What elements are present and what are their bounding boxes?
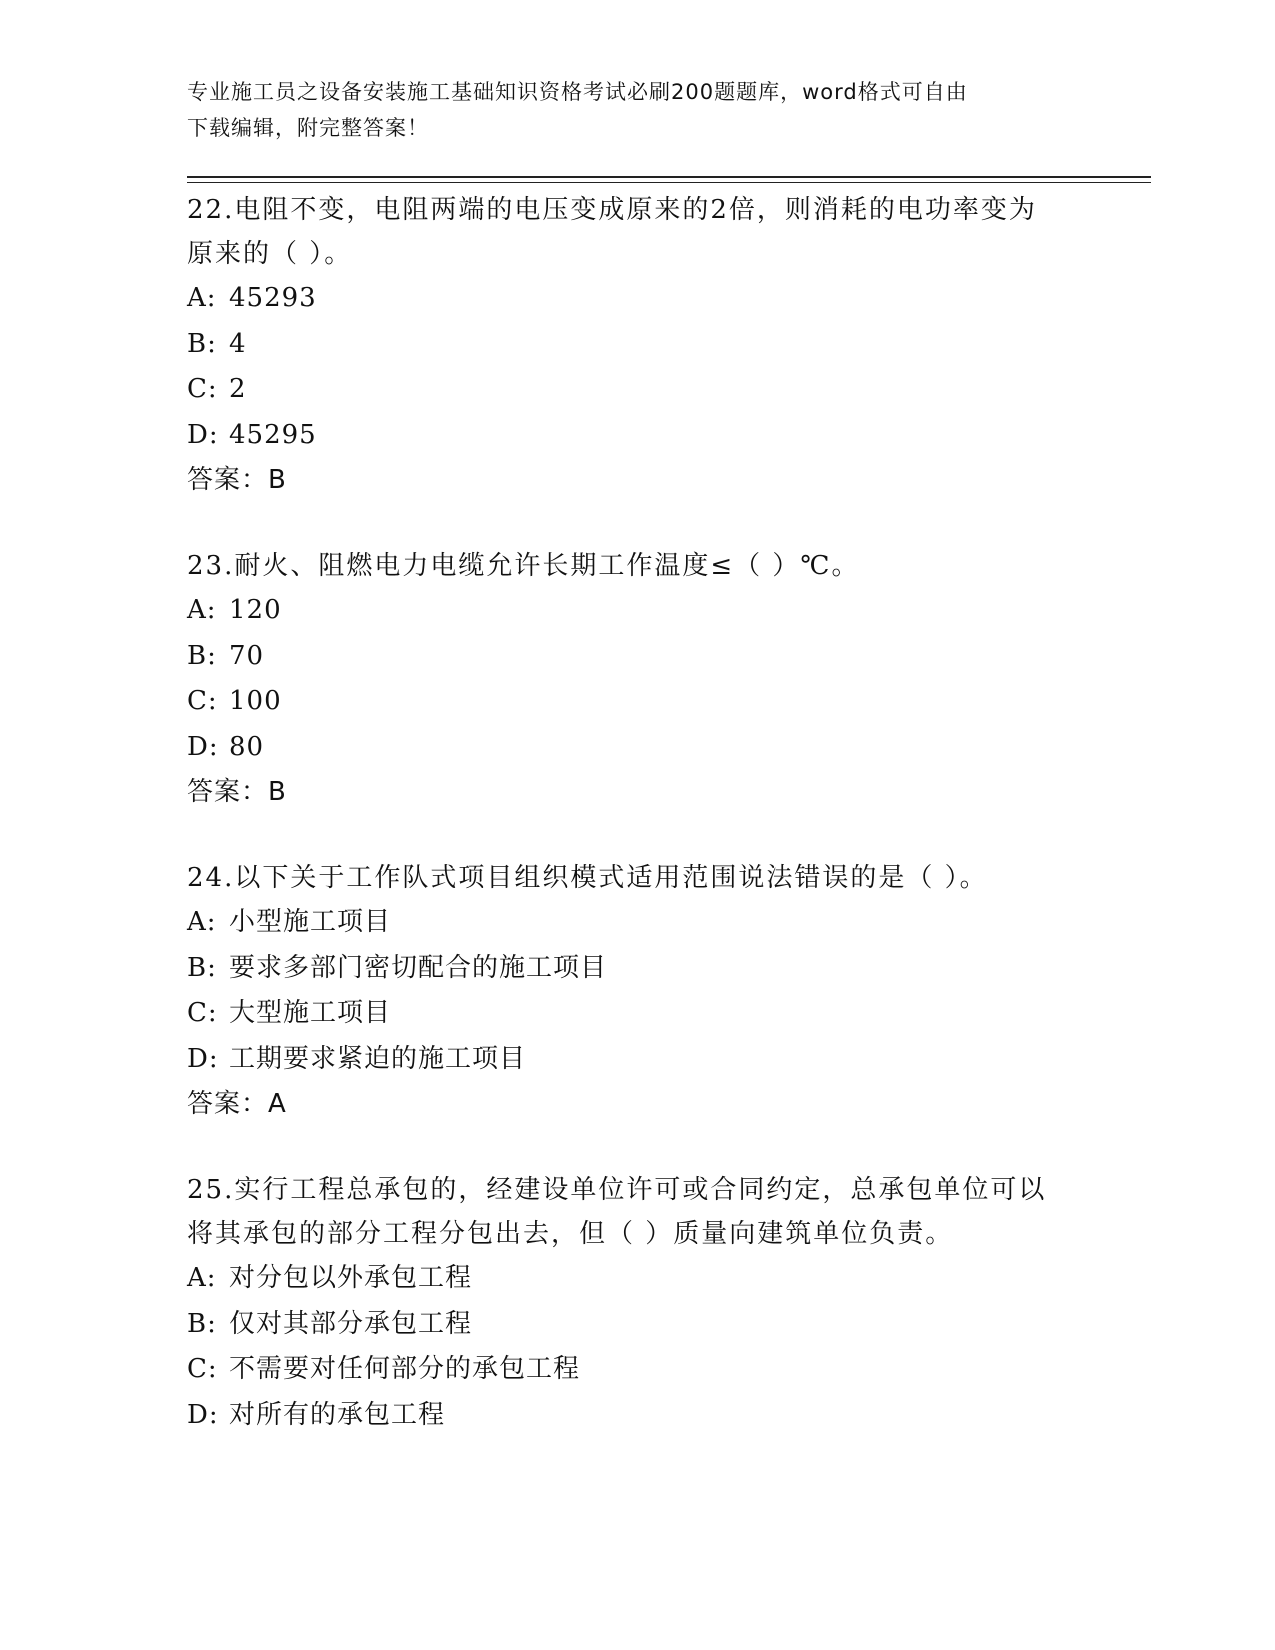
option-letter: C: bbox=[187, 686, 218, 716]
option-c bbox=[187, 1347, 1087, 1393]
option-b bbox=[187, 1302, 1087, 1348]
option-b bbox=[187, 322, 1087, 368]
option-text: 70 bbox=[229, 640, 265, 671]
header-divider-thick bbox=[187, 176, 1151, 178]
option-letter: B: bbox=[187, 328, 217, 359]
option-a bbox=[187, 900, 1087, 946]
option-letter: C: bbox=[187, 374, 218, 404]
option-text: 不需要对任何部分的承包工程 bbox=[229, 1354, 581, 1384]
question-25 bbox=[187, 1168, 1087, 1438]
option-text: 100 bbox=[229, 686, 282, 716]
answer: 答案：A bbox=[187, 1089, 287, 1119]
option-text: 80 bbox=[229, 731, 265, 762]
option-letter: D: bbox=[187, 1043, 219, 1074]
question-text bbox=[187, 856, 1087, 900]
option-a bbox=[187, 588, 1087, 634]
question-text bbox=[187, 1168, 1087, 1256]
option-text: 仅对其部分承包工程 bbox=[229, 1308, 473, 1339]
option-letter: B: bbox=[187, 952, 217, 983]
document-header bbox=[187, 74, 1067, 146]
option-text: 大型施工项目 bbox=[229, 998, 392, 1028]
option-b bbox=[187, 634, 1087, 680]
question-text bbox=[187, 188, 1087, 276]
option-text: 120 bbox=[229, 595, 282, 625]
question-spacer bbox=[187, 1126, 1087, 1168]
header-line-1: 专业施工员之设备安装施工基础知识资格考试必刷200题题库，word格式可自由 bbox=[187, 80, 968, 104]
option-d bbox=[187, 1393, 1087, 1439]
option-text: 小型施工项目 bbox=[229, 907, 392, 937]
option-letter: B: bbox=[187, 1308, 217, 1339]
question-22 bbox=[187, 188, 1087, 502]
question-text-line-1: 22.电阻不变，电阻两端的电压变成原来的2倍，则消耗的电功率变为 bbox=[187, 195, 1037, 225]
option-b bbox=[187, 946, 1087, 992]
option-text: 对所有的承包工程 bbox=[229, 1399, 446, 1430]
option-letter: A: bbox=[187, 1263, 217, 1293]
option-letter: C: bbox=[187, 1354, 218, 1384]
question-text-line-1: 24.以下关于工作队式项目组织模式适用范围说法错误的是（ ）。 bbox=[187, 863, 988, 893]
question-24 bbox=[187, 856, 1087, 1126]
option-letter: D: bbox=[187, 731, 219, 762]
question-text-line-1: 25.实行工程总承包的，经建设单位许可或合同约定，总承包单位可以 bbox=[187, 1175, 1047, 1205]
option-text: 要求多部门密切配合的施工项目 bbox=[229, 952, 608, 983]
answer: 答案：B bbox=[187, 465, 287, 495]
option-letter: A: bbox=[187, 907, 217, 937]
question-text bbox=[187, 544, 1087, 588]
option-letter: D: bbox=[187, 1399, 219, 1430]
option-text: 4 bbox=[229, 328, 247, 359]
question-text-line-2: 原来的（ ）。 bbox=[187, 239, 353, 269]
question-list bbox=[187, 188, 1087, 1438]
option-letter: A: bbox=[187, 283, 217, 313]
option-text: 45293 bbox=[229, 283, 317, 313]
option-d bbox=[187, 725, 1087, 771]
option-letter: D: bbox=[187, 419, 219, 450]
option-c bbox=[187, 679, 1087, 725]
option-text: 工期要求紧迫的施工项目 bbox=[229, 1043, 527, 1074]
question-23 bbox=[187, 544, 1087, 814]
option-c bbox=[187, 367, 1087, 413]
option-a bbox=[187, 1256, 1087, 1302]
option-text: 对分包以外承包工程 bbox=[229, 1263, 473, 1293]
question-text-line-1: 23.耐火、阻燃电力电缆允许长期工作温度≤（ ）℃。 bbox=[187, 551, 860, 581]
option-text: 45295 bbox=[229, 419, 317, 450]
option-text: 2 bbox=[229, 374, 247, 404]
option-a bbox=[187, 276, 1087, 322]
option-c bbox=[187, 991, 1087, 1037]
option-letter: B: bbox=[187, 640, 217, 671]
question-spacer bbox=[187, 502, 1087, 544]
answer: 答案：B bbox=[187, 777, 287, 807]
header-divider-thin bbox=[187, 182, 1151, 183]
header-line-2: 下载编辑，附完整答案！ bbox=[187, 116, 429, 140]
option-d bbox=[187, 413, 1087, 459]
question-spacer bbox=[187, 814, 1087, 856]
option-d bbox=[187, 1037, 1087, 1083]
option-letter: A: bbox=[187, 595, 217, 625]
question-text-line-2: 将其承包的部分工程分包出去，但（ ）质量向建筑单位负责。 bbox=[187, 1219, 954, 1249]
option-letter: C: bbox=[187, 998, 218, 1028]
